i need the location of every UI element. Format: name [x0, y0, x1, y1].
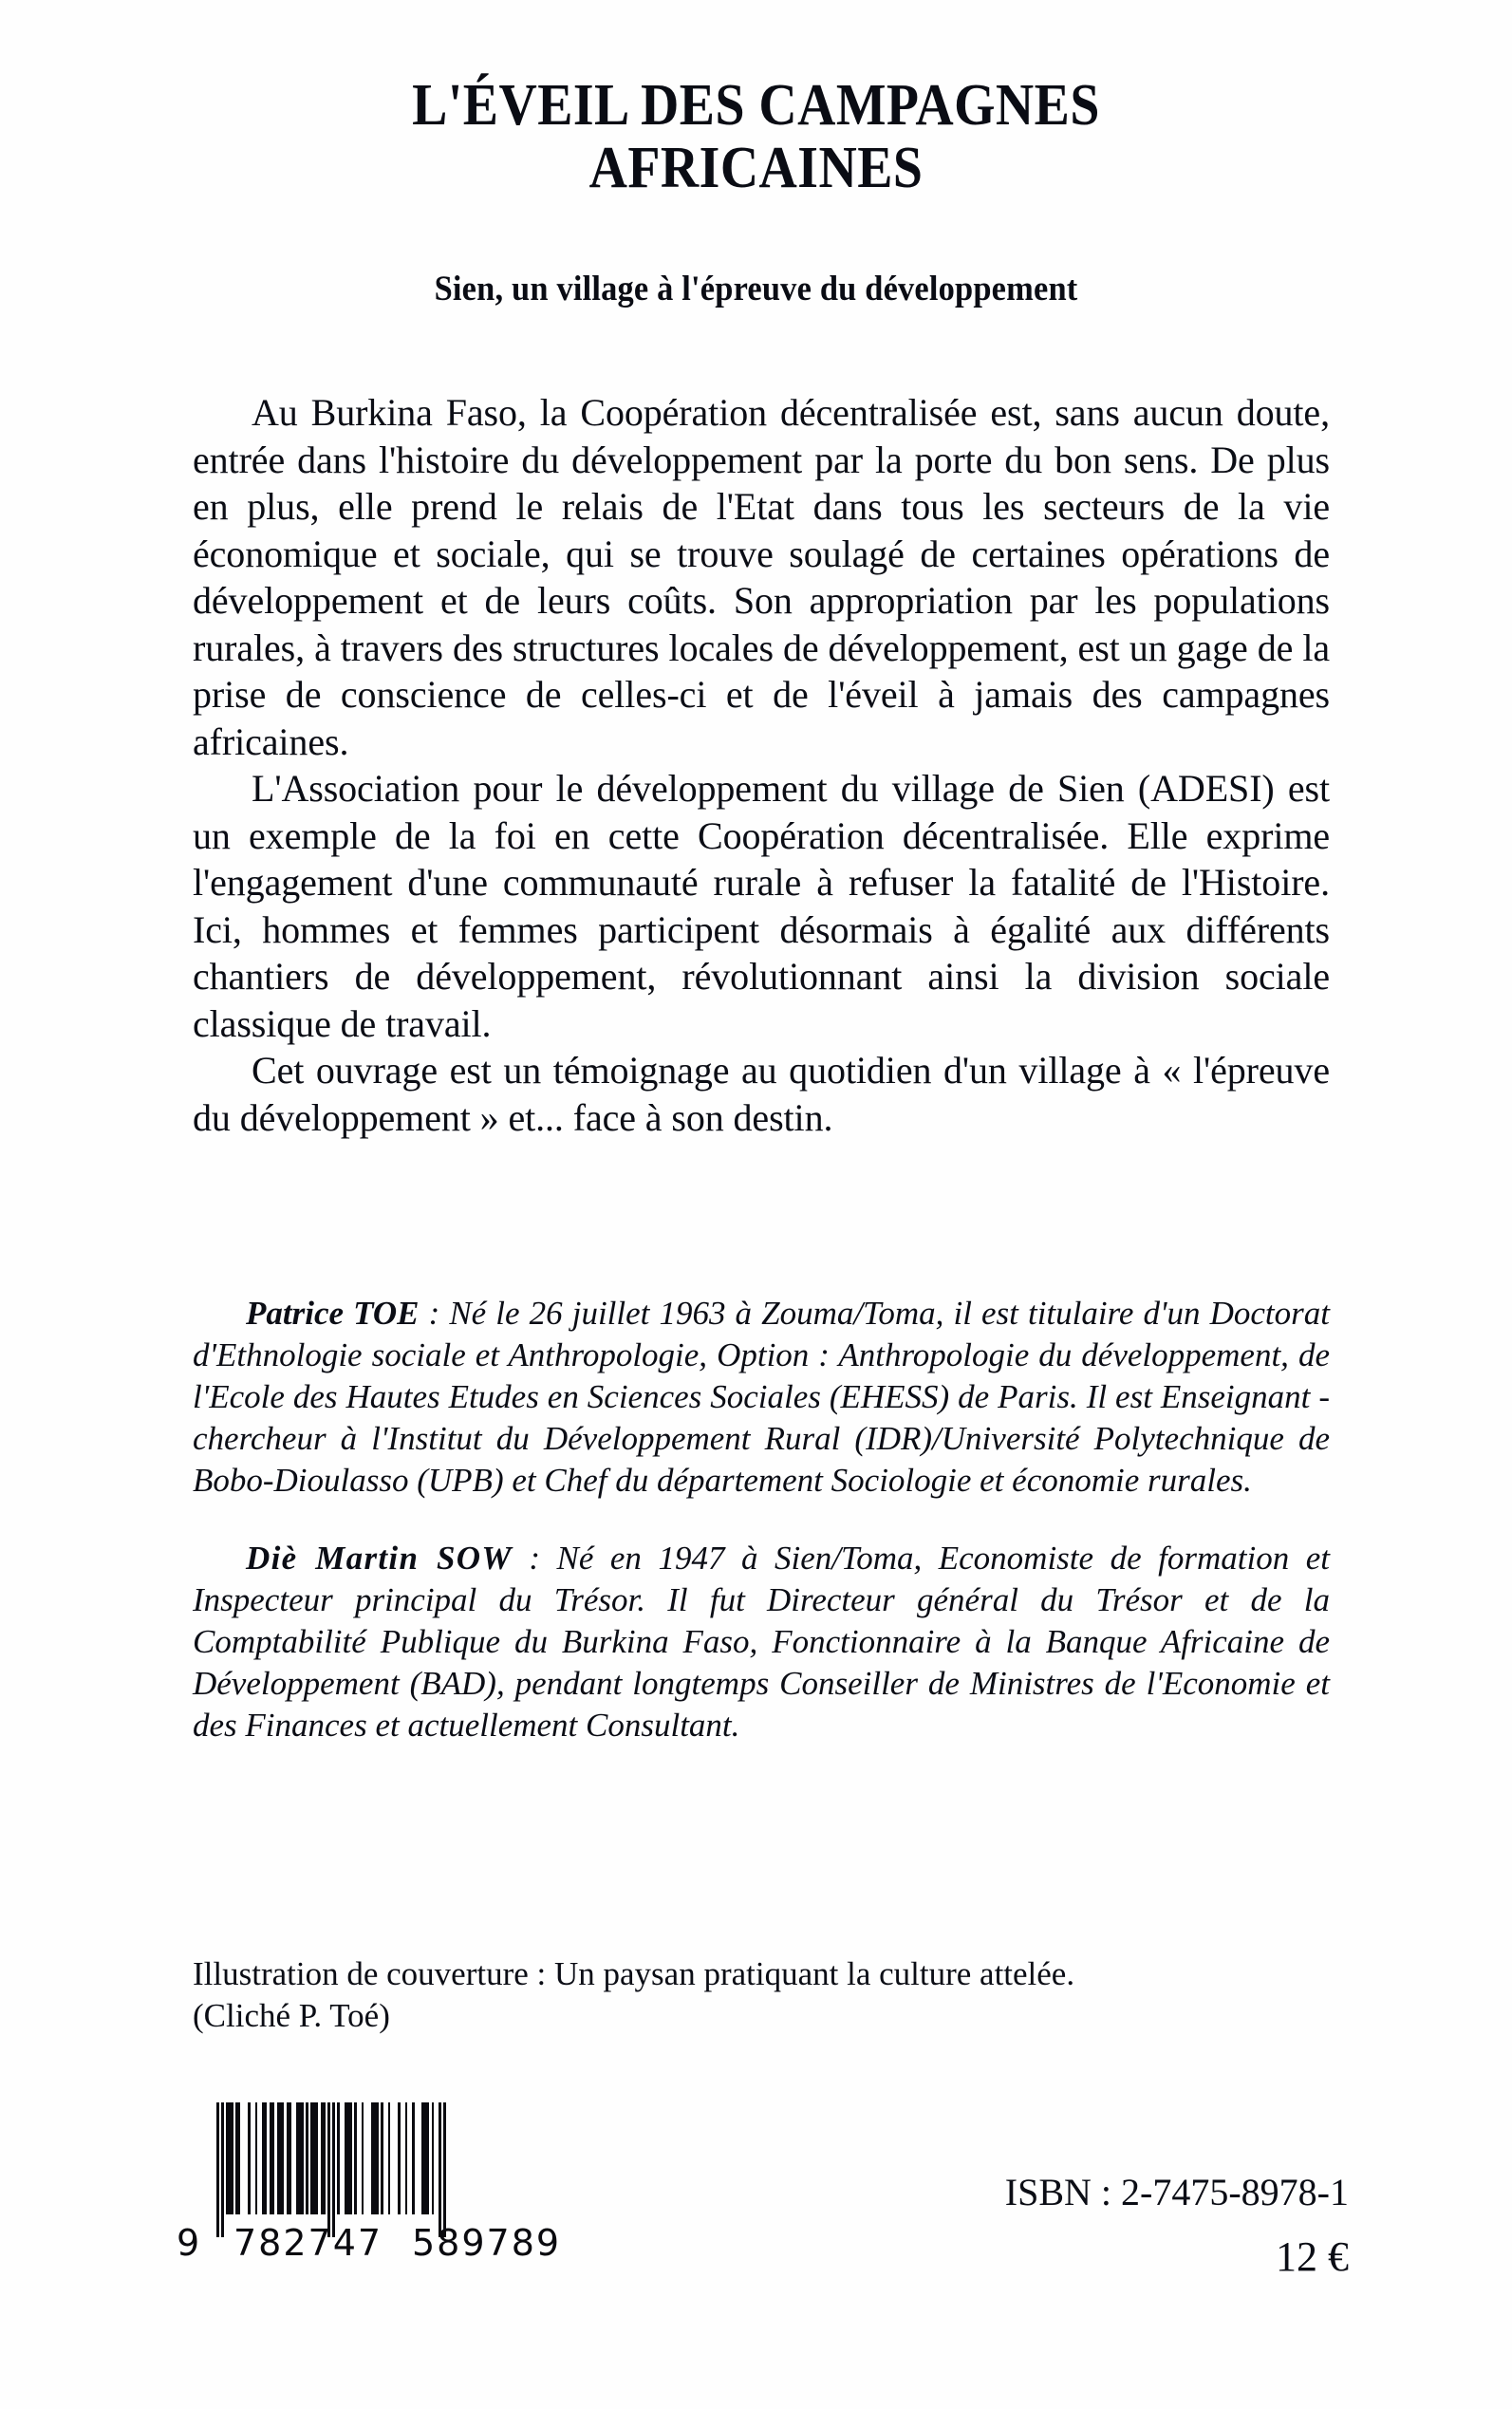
barcode-digits — [171, 2214, 626, 2262]
barcode-lead-digit: 9 — [177, 2222, 202, 2264]
author-bio-2 — [193, 1538, 1330, 1746]
author-biographies — [193, 1293, 1330, 1746]
author-bio-text-2: Né en 1947 à Sien/Toma, Economiste de formation et Inspecteur principal du Trésor. Il fut Directeur général du Trésor et de la Comptabilité Publique du Burkina Faso, Fonctionnaire à la Banque Africaine de Développement (BAD), pendant longtemps Conseiller de Ministres de l'Economie et des Finances et actuellement Consultant. — [193, 1540, 1330, 1744]
author-bio-1 — [193, 1293, 1330, 1502]
page-subtitle: Sien, un village à l'épreuve du développement — [434, 270, 1078, 308]
title-line-2: AFRICAINES — [588, 136, 924, 201]
isbn-text: ISBN : 2-7475-8978-1 — [1004, 2171, 1349, 2213]
isbn-price-block — [1005, 2164, 1349, 2286]
author-name-2: Diè Martin SOW — [246, 1540, 513, 1577]
author-separator-2: : — [512, 1540, 557, 1577]
barcode-group-2: 589789 — [412, 2222, 562, 2264]
blurb-text — [193, 389, 1330, 1141]
credit-line-2: (Cliché P. Toé) — [193, 1997, 390, 2034]
author-name-1: Patrice TOE — [246, 1295, 420, 1332]
illustration-credit — [193, 1953, 1360, 2037]
page-title — [76, 74, 1437, 200]
blurb-paragraph-3: Cet ouvrage est un témoignage au quotidien d'un village à « l'épreuve du développement » et... face à son destin. — [193, 1049, 1330, 1139]
title-block — [0, 74, 1512, 200]
blurb-paragraph-1: Au Burkina Faso, la Coopération décentralisée est, sans aucun doute, entrée dans l'histoire du développement par la porte du bon sens. De plus en plus, elle prend le relais de l'Etat dans tous les secteurs de la vie économique et sociale, qui se trouve soulagé de certaines opérations de développement et de leurs coûts. Son appropriation par les populations rurales, à travers des structures locales de développement, est un gage de la prise de conscience de celles-ci et de l'éveil à jamais des campagnes africaines. — [193, 391, 1330, 763]
blurb-paragraph-2: L'Association pour le développement du village de Sien (ADESI) est un exemple de la foi en cette Coopération décentralisée. Elle exprime l'engagement d'une communauté rurale à refuser la fatalité de l'Histoire. Ici, hommes et femmes participent désormais à égalité aux différents chantiers de développement, révolutionnant ainsi la division sociale classique de travail. — [193, 767, 1330, 1045]
price-text: 12 € — [1276, 2233, 1349, 2280]
title-line-1: L'ÉVEIL DES CAMPAGNES — [412, 73, 1100, 138]
credit-line-1: Illustration de couverture : Un paysan pratiquant la culture attelée. — [193, 1955, 1075, 1992]
author-separator-1: : — [419, 1295, 450, 1332]
barcode — [171, 2102, 626, 2302]
barcode-group-1: 782747 — [233, 2222, 383, 2264]
author-bio-text-1: Né le 26 juillet 1963 à Zouma/Toma, il est titulaire d'un Doctorat d'Ethnologie sociale et Anthropologie, Option : Anthropologie du développement, de l'Ecole des Hautes Etudes en Sciences Sociales (EHESS) de Paris. Il est Enseignant - chercheur à l'Institut du Développement Rural (IDR)/Université Polytechnique de Bobo-Dioulasso (UPB) et Chef du département Sociologie et économie rurales. — [193, 1295, 1331, 1499]
